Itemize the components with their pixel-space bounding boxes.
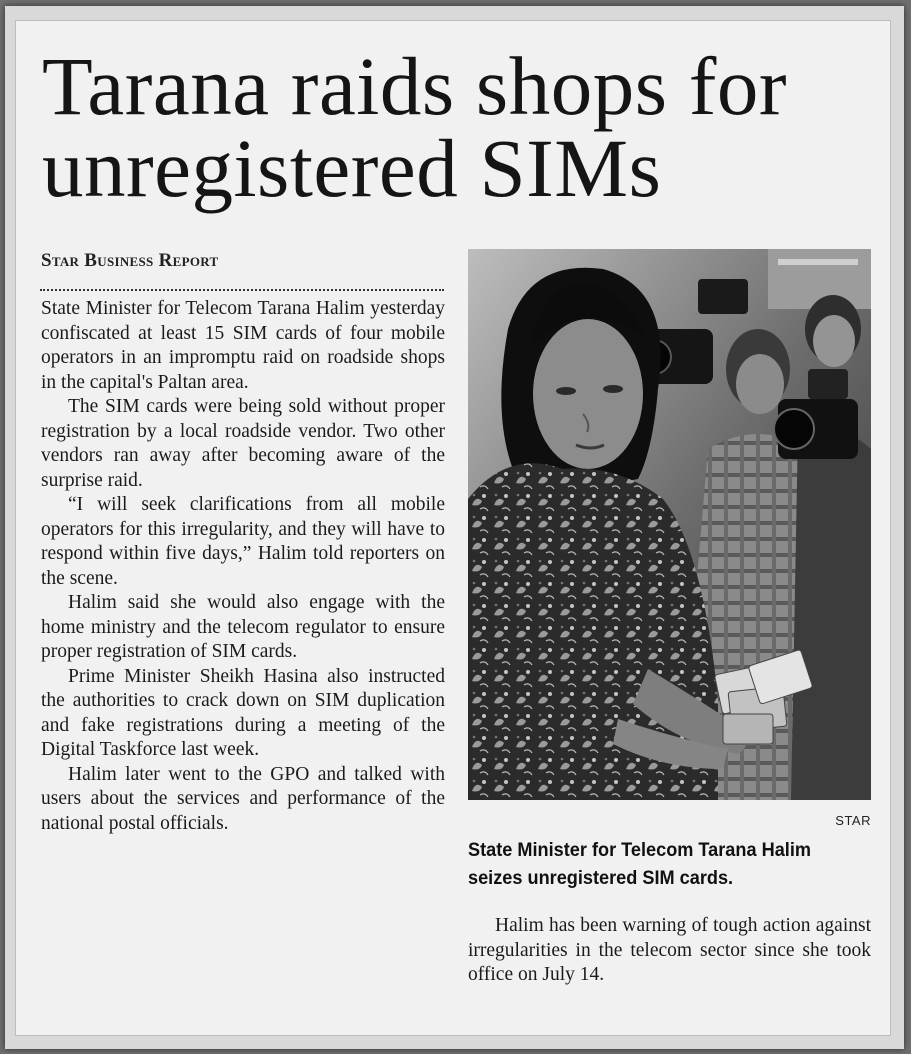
photo-credit: STAR xyxy=(835,813,871,828)
photo-illustration xyxy=(468,249,871,800)
headline: Tarana raids shops for unregistered SIMs xyxy=(42,40,788,214)
photo-caption: State Minister for Telecom Tarana Halim seizes unregistered SIM cards. xyxy=(468,839,811,889)
paragraph: Halim said she would also engage with the home ministry and the telecom regulator to ensure proper registration of SIM cards. xyxy=(41,592,445,662)
article-column-left xyxy=(41,297,445,836)
dotted-divider xyxy=(40,289,444,291)
byline: Star Business Report xyxy=(41,250,219,271)
paragraph: “I will seek clarifications from all mobile operators for this irregularity, and they will have to respond within five days,” Halim told reporters on the scene. xyxy=(41,494,445,589)
newspaper-clipping xyxy=(15,20,891,1036)
paragraph: Halim has been warning of tough action against irregularities in the telecom sector since she took office on July 14. xyxy=(468,915,871,985)
paragraph: Halim later went to the GPO and talked with users about the services and performance of the national postal officials. xyxy=(41,763,445,834)
paragraph: The SIM cards were being sold without proper registration by a local roadside vendor. Two other vendors ran away after becoming aware of the surprise raid. xyxy=(41,396,445,491)
paragraph: State Minister for Telecom Tarana Halim yesterday confiscated at least 15 SIM cards of four mobile operators in an impromptu raid on roadside shops in the capital's Paltan area. xyxy=(41,298,445,393)
clipping-frame xyxy=(5,6,904,1049)
news-photo xyxy=(468,249,871,800)
paragraph: Prime Minister Sheikh Hasina also instructed the authorities to crack down on SIM duplication and fake registrations during a meeting of the Digital Taskforce last week. xyxy=(41,665,445,760)
article-column-right xyxy=(468,914,871,988)
